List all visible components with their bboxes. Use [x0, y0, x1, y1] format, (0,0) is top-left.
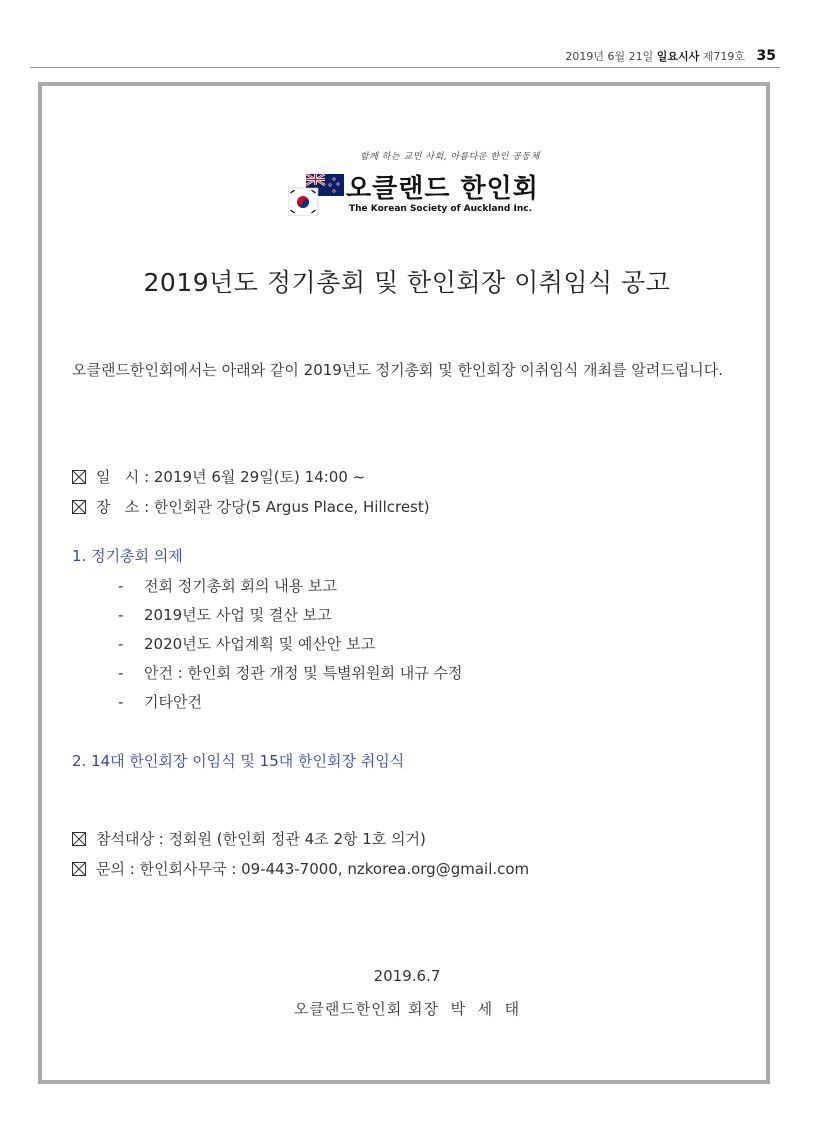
agenda-item: - 기타안건 — [118, 693, 202, 711]
announcement-date: 2019.6.7 — [373, 967, 441, 985]
contact-row-inquiry: 문의 : 한인회사무국 : 09-443-7000, nzkorea.org@gmail.com — [72, 858, 529, 879]
info-place-value: 한인회관 강당(5 Argus Place, Hillcrest) — [153, 498, 430, 516]
info-date-label: 일 시 — [96, 468, 140, 486]
signature: 오클랜드한인회 회장 박 세 태 — [293, 1000, 521, 1018]
inquiry-label: 문의 — [96, 860, 125, 878]
header-date: 2019년 6월 21일 — [565, 50, 654, 63]
agenda-item: - 전회 정기총회 회의 내용 보고 — [118, 577, 337, 595]
announcement-title: 2019년도 정기총회 및 한인회장 이취임식 공고 — [143, 268, 671, 297]
info-row-date: 일 시 : 2019년 6월 29일(토) 14:00 ~ — [72, 466, 365, 487]
inquiry-value: 한인회사무국 : 09-443-7000, nzkorea.org@gmail.com — [139, 860, 530, 878]
info-row-place: 장 소 : 한인회관 강당(5 Argus Place, Hillcrest) — [72, 496, 430, 517]
agenda-item: - 안건 : 한인회 정관 개정 및 특별위원회 내규 수정 — [118, 664, 463, 682]
checkbox-icon — [72, 500, 86, 514]
info-place-label: 장 소 — [96, 498, 140, 516]
logo-org-name-en: The Korean Society of Auckland Inc. — [349, 204, 533, 214]
logo-org-name: 오클랜드 한인회 — [346, 174, 539, 204]
newspaper-header — [565, 48, 776, 64]
header-divider — [30, 67, 780, 68]
info-date-value: 2019년 6월 29일(토) 14:00 ~ — [153, 468, 366, 486]
attendees-label: 참석대상 — [96, 830, 154, 848]
agenda-item: - 2020년도 사업계획 및 예산안 보고 — [118, 635, 376, 653]
checkbox-icon — [72, 832, 86, 846]
section-2-heading: 2. 14대 한인회장 이임식 및 15대 한인회장 취임식 — [72, 752, 405, 770]
korea-flag-icon — [288, 188, 318, 216]
contact-row-attendees: 참석대상 : 정회원 (한인회 정관 4조 2항 1호 의거) — [72, 828, 426, 849]
flags-icon — [288, 174, 344, 216]
attendees-value: 정회원 (한인회 정관 4조 2항 1호 의거) — [168, 830, 426, 848]
logo-slogan: 함께 하는 교민 사회, 아름다운 한인 공동체 — [360, 152, 540, 162]
header-issue: 제719호 — [702, 50, 746, 63]
agenda-item: - 2019년도 사업 및 결산 보고 — [118, 606, 332, 624]
header-page-number: 35 — [756, 48, 776, 64]
checkbox-icon — [72, 862, 86, 876]
checkbox-icon — [72, 470, 86, 484]
intro-paragraph: 오클랜드한인회에서는 아래와 같이 2019년도 정기총회 및 한인회장 이취임식 개최를 알려드립니다. — [72, 361, 723, 379]
section-1-heading: 1. 정기총회 의제 — [72, 547, 183, 565]
header-paper-name: 일요시사 — [656, 50, 700, 63]
